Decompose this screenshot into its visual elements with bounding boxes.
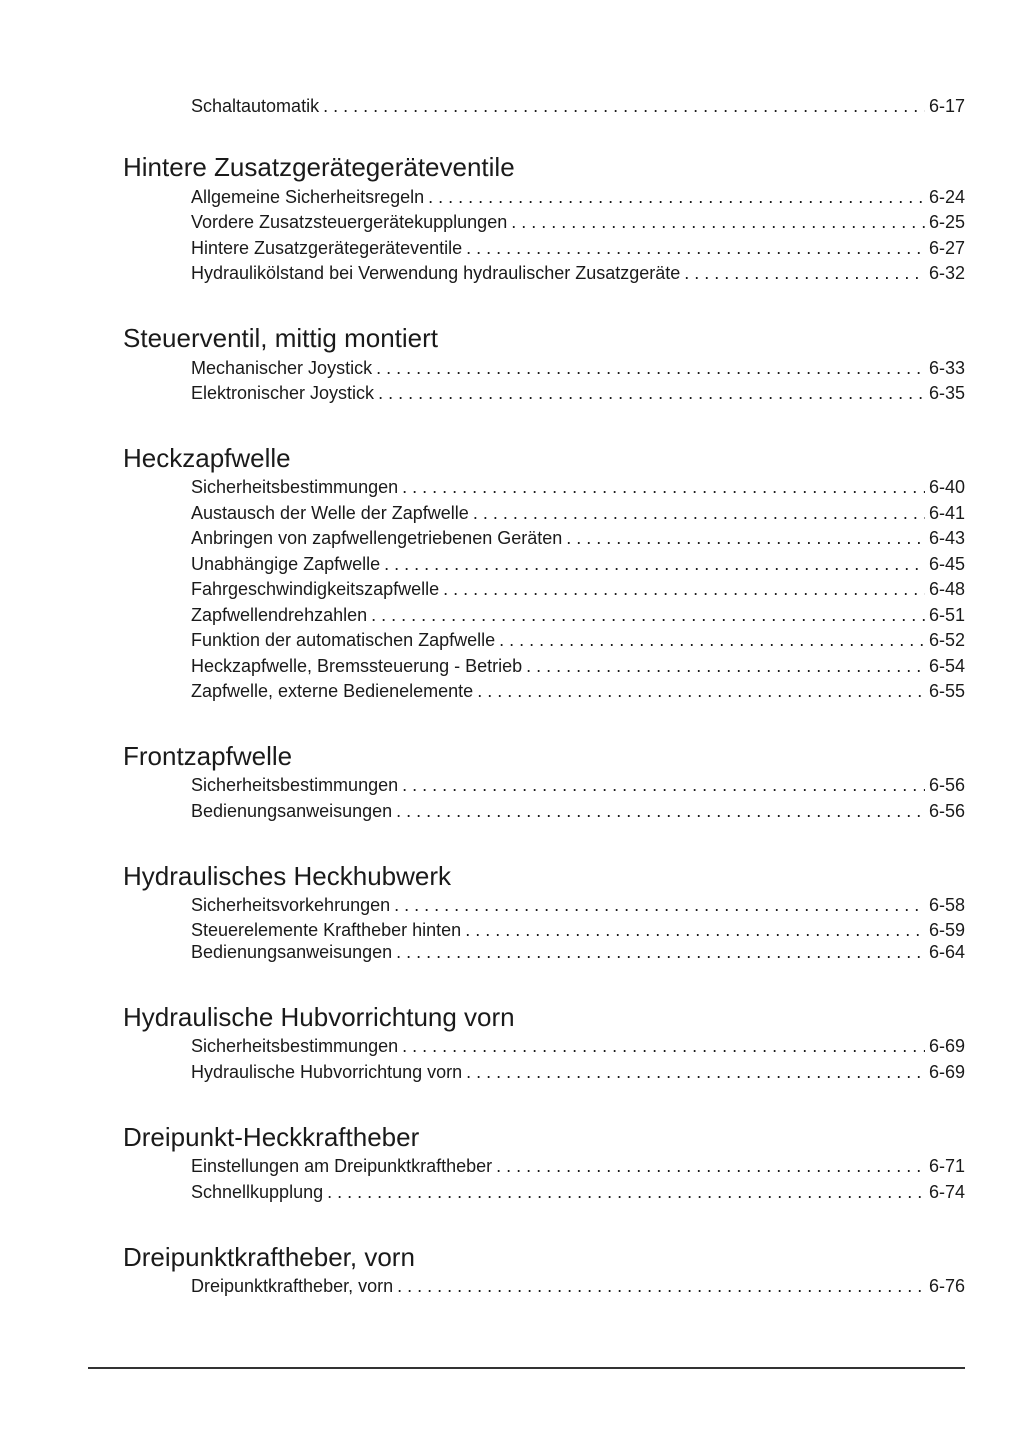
toc-entry-label: Vordere Zusatzsteuergerätekupplungen bbox=[191, 212, 508, 232]
toc-entry[interactable] bbox=[191, 1275, 965, 1297]
toc-entry-page: 6-59 bbox=[928, 920, 965, 940]
toc-entry[interactable] bbox=[191, 655, 965, 677]
toc-entry[interactable] bbox=[191, 604, 965, 626]
toc-entry-page: 6-51 bbox=[928, 605, 965, 625]
toc-entry[interactable] bbox=[191, 919, 965, 941]
toc-entry-page: 6-48 bbox=[928, 579, 965, 599]
toc-entry[interactable] bbox=[191, 1181, 965, 1203]
toc-leader-dots bbox=[402, 476, 925, 498]
toc-entry[interactable] bbox=[191, 800, 965, 822]
toc-entry-label: Heckzapfwelle, Bremssteuerung - Betrieb bbox=[191, 656, 523, 676]
toc-entry-label: Sicherheitsbestimmungen bbox=[191, 477, 399, 497]
toc-entry-page: 6-35 bbox=[928, 383, 965, 403]
toc-entry-label: Sicherheitsbestimmungen bbox=[191, 775, 399, 795]
toc-leader-dots bbox=[384, 553, 925, 575]
toc-entry-label: Hydraulikölstand bei Verwendung hydraulischer Zusatzgeräte bbox=[191, 263, 681, 283]
toc-entry[interactable] bbox=[191, 1061, 965, 1083]
toc-leader-dots bbox=[466, 1061, 925, 1083]
toc-entry[interactable] bbox=[191, 680, 965, 702]
toc-leader-dots bbox=[466, 237, 925, 259]
toc-leader-dots bbox=[376, 357, 925, 379]
toc-leader-dots bbox=[526, 655, 925, 677]
toc-entry[interactable] bbox=[191, 211, 965, 233]
section-title: Hintere Zusatzgerätegeräteventile bbox=[123, 152, 515, 182]
toc-leader-dots bbox=[327, 1181, 925, 1203]
toc-entry[interactable] bbox=[191, 502, 965, 524]
toc-leader-dots bbox=[428, 186, 925, 208]
toc-entry-label: Hydraulische Hubvorrichtung vorn bbox=[191, 1062, 463, 1082]
toc-leader-dots bbox=[477, 680, 925, 702]
toc-entry-page: 6-43 bbox=[928, 528, 965, 548]
toc-entry-page: 6-69 bbox=[928, 1062, 965, 1082]
toc-leader-dots bbox=[323, 95, 925, 117]
toc-entry[interactable] bbox=[191, 527, 965, 549]
toc-entry-page: 6-24 bbox=[928, 187, 965, 207]
toc-entry[interactable] bbox=[191, 95, 965, 117]
section-title: Frontzapfwelle bbox=[123, 741, 293, 771]
toc-entry-label: Steuerelemente Kraftheber hinten bbox=[191, 920, 462, 940]
toc-entry-label: Elektronischer Joystick bbox=[191, 383, 375, 403]
toc-entry[interactable] bbox=[191, 774, 965, 796]
toc-entry-label: Mechanischer Joystick bbox=[191, 358, 373, 378]
toc-leader-dots bbox=[566, 527, 925, 549]
toc-entry-page: 6-64 bbox=[928, 942, 965, 962]
toc-leader-dots bbox=[511, 211, 925, 233]
toc-entry-page: 6-27 bbox=[928, 238, 965, 258]
toc-entry-page: 6-25 bbox=[928, 212, 965, 232]
toc-entry-label: Schnellkupplung bbox=[191, 1182, 324, 1202]
toc-leader-dots bbox=[397, 1275, 925, 1297]
toc-entry-page: 6-69 bbox=[928, 1036, 965, 1056]
toc-entry-label: Zapfwelle, externe Bedienelemente bbox=[191, 681, 474, 701]
toc-entry-label: Sicherheitsvorkehrungen bbox=[191, 895, 391, 915]
toc-entry-page: 6-45 bbox=[928, 554, 965, 574]
toc-entry[interactable] bbox=[191, 1035, 965, 1057]
toc-entry-page: 6-40 bbox=[928, 477, 965, 497]
toc-entry[interactable] bbox=[191, 629, 965, 651]
section-title: Hydraulische Hubvorrichtung vorn bbox=[123, 1002, 515, 1032]
toc-entry-page: 6-58 bbox=[928, 895, 965, 915]
toc-leader-dots bbox=[496, 1155, 925, 1177]
toc-entry-page: 6-41 bbox=[928, 503, 965, 523]
toc-entry[interactable] bbox=[191, 553, 965, 575]
toc-leader-dots bbox=[396, 941, 925, 963]
toc-entry-label: Unabhängige Zapfwelle bbox=[191, 554, 381, 574]
section-title: Dreipunktkraftheber, vorn bbox=[123, 1242, 415, 1272]
toc-entry-label: Schaltautomatik bbox=[191, 96, 320, 116]
toc-entry-page: 6-55 bbox=[928, 681, 965, 701]
toc-entry-page: 6-32 bbox=[928, 263, 965, 283]
toc-entry-label: Funktion der automatischen Zapfwelle bbox=[191, 630, 496, 650]
toc-entry-label: Zapfwellendrehzahlen bbox=[191, 605, 368, 625]
section-title: Dreipunkt-Heckkraftheber bbox=[123, 1122, 420, 1152]
toc-leader-dots bbox=[402, 1035, 925, 1057]
toc-entry[interactable] bbox=[191, 941, 965, 963]
toc-leader-dots bbox=[402, 774, 925, 796]
toc-entry[interactable] bbox=[191, 357, 965, 379]
toc-entry-page: 6-17 bbox=[928, 96, 965, 116]
toc-entry[interactable] bbox=[191, 382, 965, 404]
toc-entry-label: Einstellungen am Dreipunktkraftheber bbox=[191, 1156, 493, 1176]
toc-entry-page: 6-76 bbox=[928, 1276, 965, 1296]
toc-leader-dots bbox=[465, 919, 925, 941]
toc-leader-dots bbox=[394, 894, 925, 916]
toc-entry-page: 6-52 bbox=[928, 630, 965, 650]
toc-entry-label: Bedienungsanweisungen bbox=[191, 942, 393, 962]
toc-entry-label: Fahrgeschwindigkeitszapfwelle bbox=[191, 579, 440, 599]
toc-leader-dots bbox=[473, 502, 925, 524]
toc-entry[interactable] bbox=[191, 894, 965, 916]
section-title: Hydraulisches Heckhubwerk bbox=[123, 861, 452, 891]
toc-entry-label: Anbringen von zapfwellengetriebenen Geräten bbox=[191, 528, 563, 548]
toc-entry-label: Hintere Zusatzgerätegeräteventile bbox=[191, 238, 463, 258]
section-title: Heckzapfwelle bbox=[123, 443, 291, 473]
toc-leader-dots bbox=[684, 262, 925, 284]
toc-entry[interactable] bbox=[191, 578, 965, 600]
toc-leader-dots bbox=[371, 604, 925, 626]
toc-leader-dots bbox=[443, 578, 925, 600]
toc-entry-page: 6-56 bbox=[928, 801, 965, 821]
toc-entry-page: 6-56 bbox=[928, 775, 965, 795]
toc-entry[interactable] bbox=[191, 1155, 965, 1177]
toc-leader-dots bbox=[378, 382, 925, 404]
toc-entry-label: Dreipunktkraftheber, vorn bbox=[191, 1276, 394, 1296]
toc-entry[interactable] bbox=[191, 237, 965, 259]
toc-entry-label: Bedienungsanweisungen bbox=[191, 801, 393, 821]
toc-entry-page: 6-33 bbox=[928, 358, 965, 378]
toc-entry-page: 6-74 bbox=[928, 1182, 965, 1202]
section-title: Steuerventil, mittig montiert bbox=[123, 323, 439, 353]
toc-entry[interactable] bbox=[191, 476, 965, 498]
footer-rule bbox=[88, 1367, 965, 1369]
toc-leader-dots bbox=[499, 629, 925, 651]
toc-entry[interactable] bbox=[191, 262, 965, 284]
toc-entry-page: 6-54 bbox=[928, 656, 965, 676]
toc-entry-label: Austausch der Welle der Zapfwelle bbox=[191, 503, 469, 523]
toc-entry-label: Sicherheitsbestimmungen bbox=[191, 1036, 399, 1056]
toc-entry-page: 6-71 bbox=[928, 1156, 965, 1176]
toc-leader-dots bbox=[396, 800, 925, 822]
toc-entry[interactable] bbox=[191, 186, 965, 208]
toc-entry-label: Allgemeine Sicherheitsregeln bbox=[191, 187, 425, 207]
